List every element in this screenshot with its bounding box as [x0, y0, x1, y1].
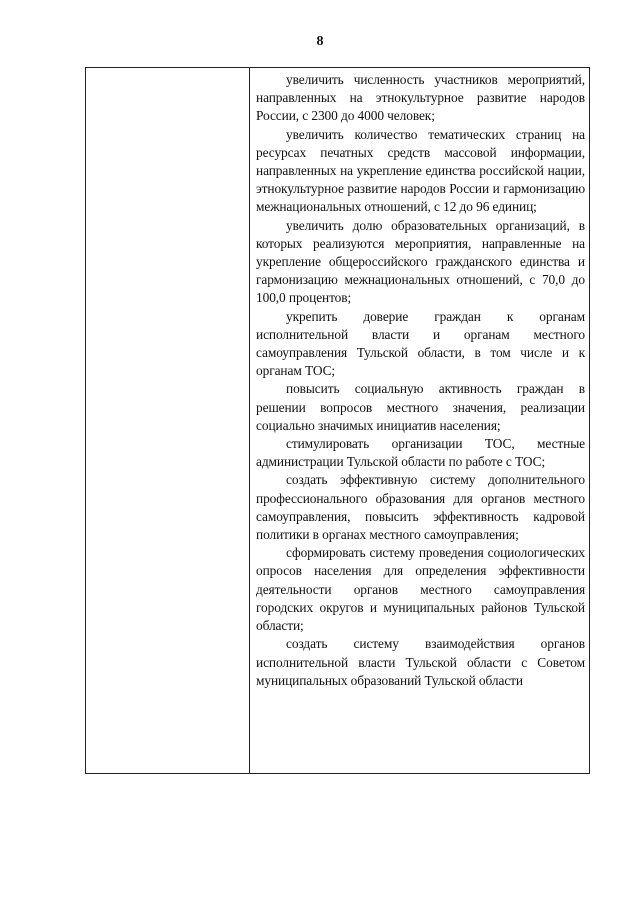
result-item-media-pages: увеличить количество тематических страниц на ресурсах печатных средств массовой информации, направленных на укрепление единства российской нации, этнокультурное развитие народов России и гармонизацию межнациональных отношений, с 12 до 96 единиц;	[256, 126, 585, 215]
page-number: 8	[316, 34, 324, 49]
result-item-education-share: увеличить долю образовательных организаций, в которых реализуются мероприятия, направленные на укрепление общероссийского гражданского единства и гармонизацию межнациональных отношений, с 70,0 до 100,0 процентов;	[256, 217, 585, 306]
result-item-participants: увеличить численность участников мероприятий, направленных на этнокультурное развитие народов России, с 2300 до 4000 человек;	[256, 72, 585, 124]
result-item-tos-stimulation: стимулировать организации ТОС, местные администрации Тульской области по работе с ТОС;	[256, 436, 585, 470]
result-item-social-activity: повысить социальную активность граждан в решении вопросов местного значения, реализации социально значимых инициатив населения;	[256, 381, 585, 433]
result-item-professional-education: создать эффективную систему дополнительного профессионального образования для органов местного самоуправления, повысить эффективность кадровой политики в органах местного самоуправления;	[256, 472, 585, 543]
table-right-cell	[250, 68, 589, 773]
result-item-sociological-surveys: сформировать систему проведения социологических опросов населения для определения эффективности деятельности органов местного самоуправления городских округов и муниципальных районов Тульской области;	[256, 545, 585, 634]
result-item-interaction-system: создать систему взаимодействия органов исполнительной власти Тульской области с Советом муниципальных образований Тульской области	[256, 636, 585, 688]
results-table	[85, 67, 590, 774]
result-item-citizen-trust: укрепить доверие граждан к органам исполнительной власти и органам местного самоуправления Тульской области, в том числе и к органам ТОС;	[256, 308, 585, 379]
table-left-cell	[86, 68, 250, 773]
